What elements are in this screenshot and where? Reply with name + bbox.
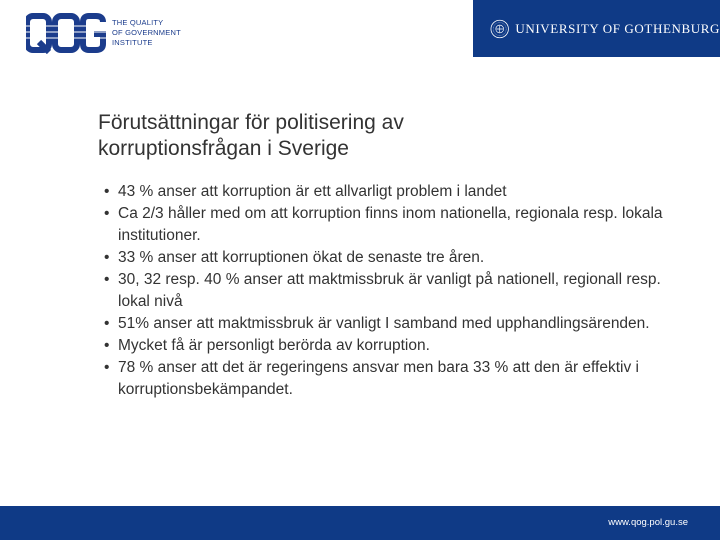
list-item (104, 335, 664, 357)
university-name: UNIVERSITY OF GOTHENBURG (515, 20, 720, 36)
qog-logo-line: THE QUALITY (112, 18, 164, 27)
list-item (104, 269, 664, 313)
bullet-text: 78 % anser att det är regeringens ansvar men bara 33 % att den är effektiv i korruptionsbekämpandet. (118, 359, 639, 398)
list-item (104, 203, 664, 247)
qog-logo-mark (26, 12, 106, 54)
list-item (104, 181, 664, 203)
slide-title (98, 110, 658, 162)
bullet-text: Mycket få är personligt berörda av korruption. (118, 337, 430, 354)
bullet-icon: • (104, 205, 110, 222)
bullet-text: Ca 2/3 håller med om att korruption finns inom nationella, regionala resp. lokala institutioner. (118, 205, 663, 244)
qog-logo-line: INSTITUTE (112, 38, 153, 47)
footer-bar (0, 506, 720, 540)
bullet-icon: • (104, 249, 110, 266)
list-item (104, 313, 664, 335)
university-header (473, 0, 720, 57)
footer-url[interactable]: www.qog.pol.gu.se (608, 517, 688, 528)
bullet-list (104, 181, 664, 401)
bullet-text: 30, 32 resp. 40 % anser att maktmissbruk är vanligt på nationell, regionall resp. lokal nivå (118, 271, 661, 310)
bullet-icon: • (104, 315, 110, 332)
bullet-text: 33 % anser att korruptionen ökat de senaste tre åren. (118, 249, 485, 266)
qog-logo-line: OF GOVERNMENT (112, 28, 181, 37)
bullet-icon: • (104, 337, 110, 354)
bullet-text: 51% anser att maktmissbruk är vanligt I samband med upphandlingsärenden. (118, 315, 650, 332)
bullet-icon: • (104, 183, 110, 200)
list-item (104, 357, 664, 401)
qog-logo (26, 12, 181, 54)
qog-logo-text (112, 18, 181, 48)
list-item (104, 247, 664, 269)
slide-title-line: korruptionsfrågan i Sverige (98, 137, 349, 160)
bullet-icon: • (104, 271, 110, 288)
slide-title-line: Förutsättningar för politisering av (98, 111, 404, 134)
bullet-icon: • (104, 359, 110, 376)
bullet-text: 43 % anser att korruption är ett allvarligt problem i landet (118, 183, 507, 200)
university-seal-icon (490, 14, 509, 44)
